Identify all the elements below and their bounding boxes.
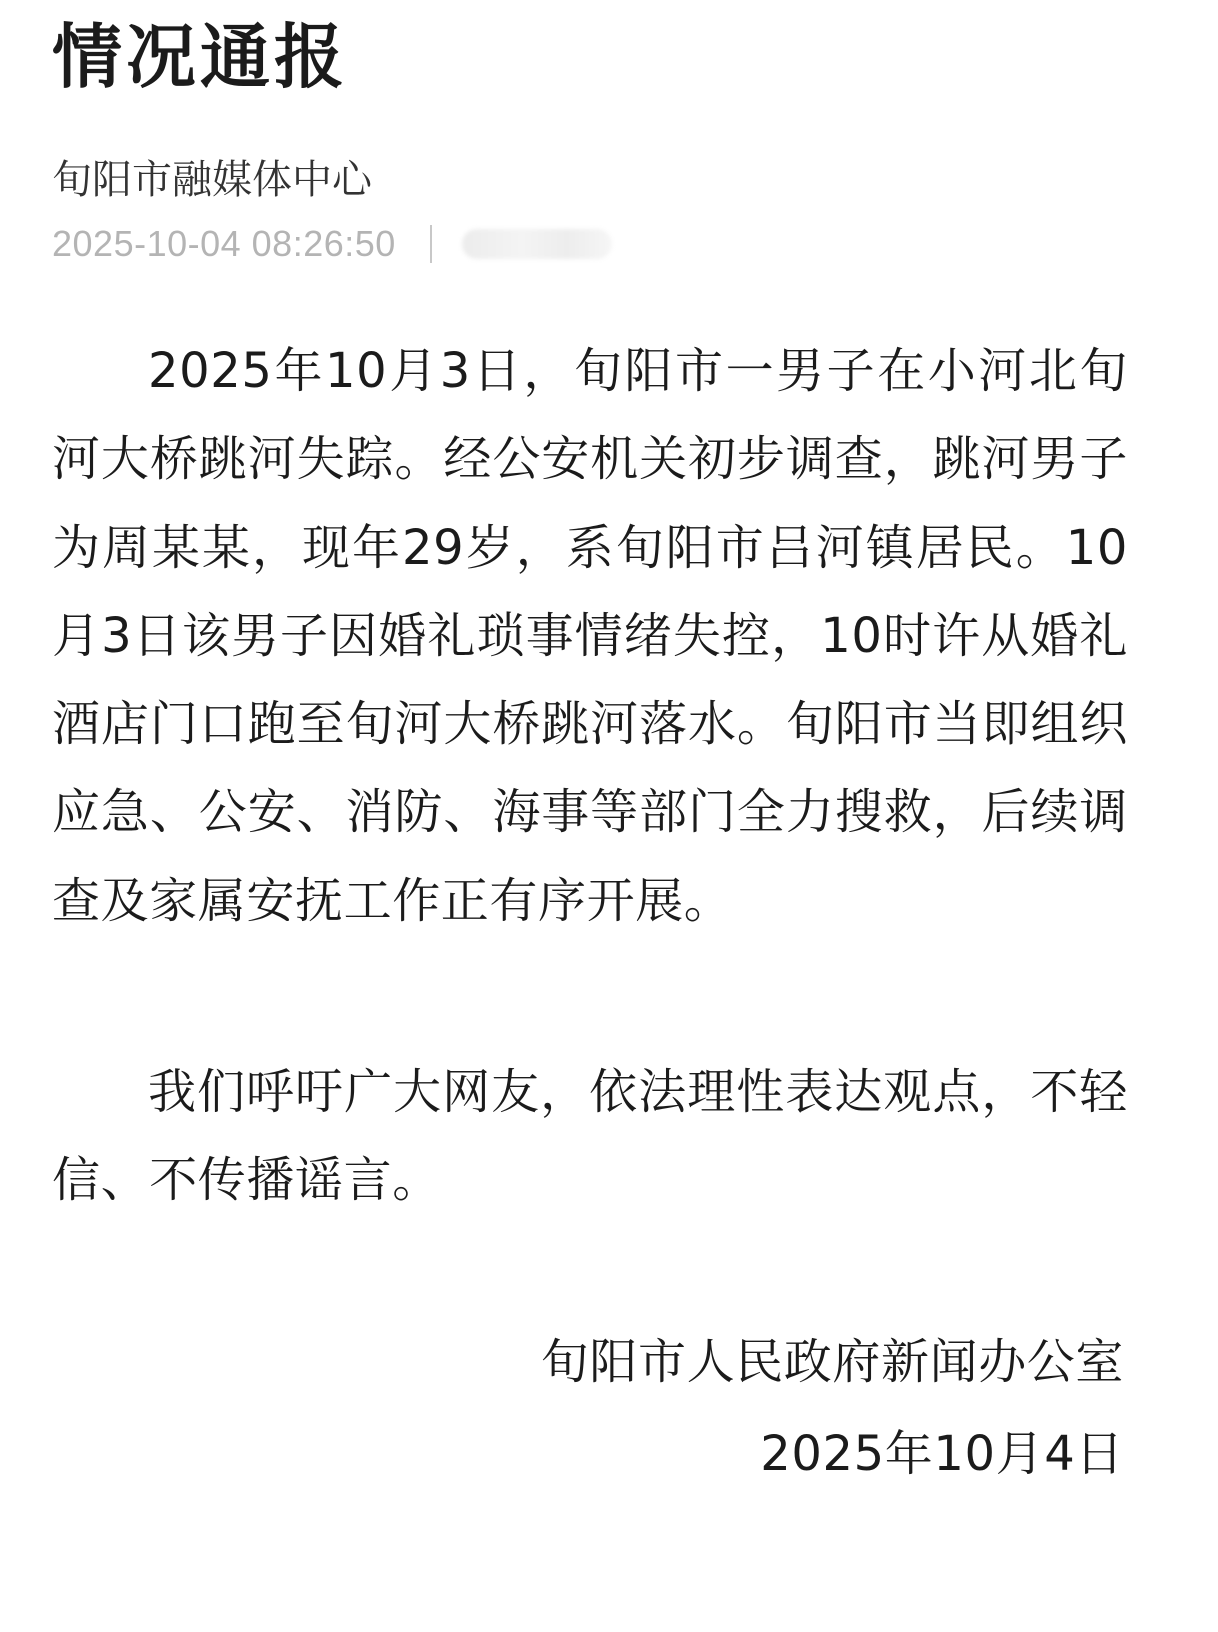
article-title: 情况通报: [52, 16, 348, 98]
publish-datetime: 2025-10-04 08:26:50: [52, 223, 396, 264]
signature-organization: 旬阳市人民政府新闻办公室: [540, 1334, 1124, 1390]
signature-date: 2025年10月4日: [760, 1426, 1124, 1482]
blurred-meta-text: [462, 229, 612, 259]
article-meta: [52, 220, 612, 268]
meta-divider: [430, 225, 432, 263]
body-paragraph: 我们呼吁广大网友，依法理性表达观点，不轻信、不传播谣言。: [52, 1064, 1128, 1209]
article-source[interactable]: 旬阳市融媒体中心: [52, 157, 372, 203]
body-paragraph: 2025年10月3日，旬阳市一男子在小河北旬河大桥跳河失踪。经公安机关初步调查，跳河男子为周某某，现年29岁，系旬阳市吕河镇居民。10月3日该男子因婚礼琐事情绪失控，10时许从婚礼酒店门口跑至旬河大桥跳河落水。旬阳市当即组织应急、公安、消防、海事等部门全力搜救，后续调查及家属安抚工作正有序开展。: [52, 343, 1128, 929]
